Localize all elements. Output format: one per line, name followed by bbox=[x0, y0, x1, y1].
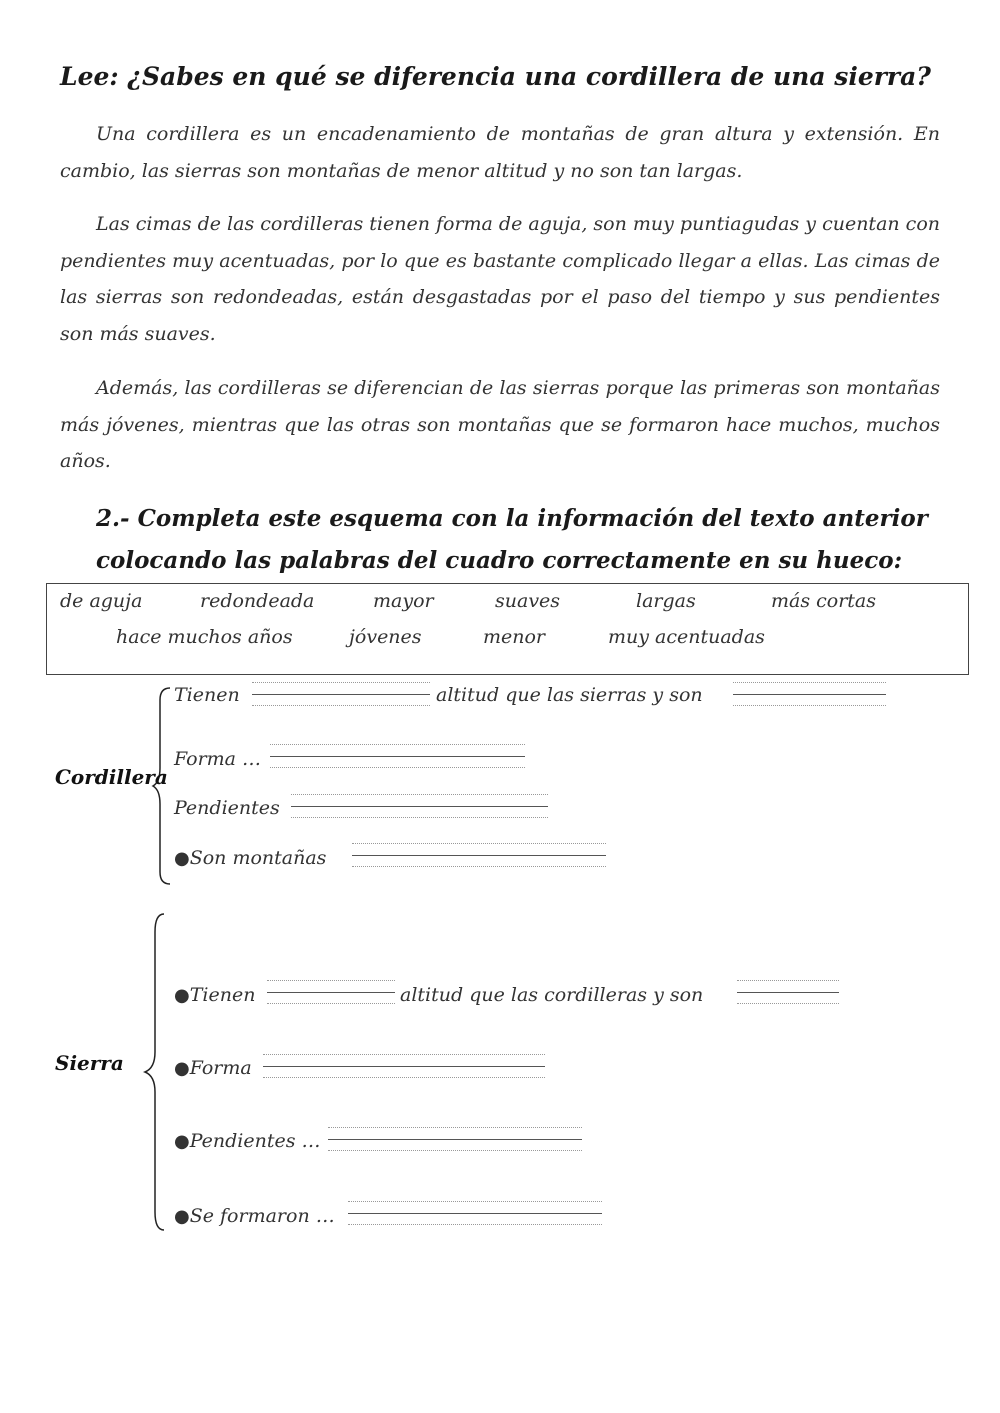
sierra-forma-blank[interactable] bbox=[263, 1054, 545, 1078]
bullet-icon: ● bbox=[174, 1131, 190, 1152]
bullet-icon: ● bbox=[174, 985, 190, 1006]
sierra-tienen-blank[interactable] bbox=[267, 980, 395, 1004]
sierra-tienen-row bbox=[174, 984, 255, 1006]
word-suaves[interactable]: suaves bbox=[495, 590, 561, 612]
cordillera-son-montanas-row bbox=[174, 847, 326, 869]
cordillera-forma-blank[interactable] bbox=[270, 744, 525, 768]
word-menor[interactable]: menor bbox=[483, 626, 546, 648]
word-mayor[interactable]: mayor bbox=[373, 590, 434, 612]
exercise-instruction-line-1: 2.- Completa este esquema con la información del texto anterior bbox=[96, 505, 928, 532]
cordillera-son-blank[interactable] bbox=[733, 682, 886, 706]
cordillera-forma-label: Forma … bbox=[174, 748, 262, 770]
cordillera-son-montanas-blank[interactable] bbox=[352, 843, 606, 867]
cordillera-son-montanas-label: Son montañas bbox=[189, 847, 327, 869]
sierra-se-formaron-blank[interactable] bbox=[348, 1201, 602, 1225]
sierra-forma-row bbox=[174, 1057, 252, 1079]
cordillera-tienen-label: Tienen bbox=[174, 684, 240, 706]
word-hace-muchos-anos[interactable]: hace muchos años bbox=[116, 626, 293, 648]
word-jovenes[interactable]: jóvenes bbox=[349, 626, 422, 648]
paragraph-2: Las cimas de las cordilleras tienen forma de aguja, son muy puntiagudas y cuentan con pendientes muy acentuadas, por lo que es bastante complicado llegar a ellas. Las cimas de las sierras son redondeadas, están desgastadas por el paso del tiempo y sus pendientes son más suaves. bbox=[60, 213, 940, 345]
cordillera-pendientes-blank[interactable] bbox=[291, 794, 548, 818]
sierra-son-blank[interactable] bbox=[737, 980, 839, 1004]
sierra-brace bbox=[140, 912, 172, 1232]
sierra-pendientes-label: Pendientes … bbox=[189, 1130, 321, 1152]
cordillera-heading: Cordillera bbox=[55, 765, 168, 789]
paragraph-1: Una cordillera es un encadenamiento de montañas de gran altura y extensión. En cambio, las sierras son montañas de menor altitud y no son tan largas. bbox=[60, 123, 940, 182]
paragraph-3: Además, las cordilleras se diferencian de las sierras porque las primeras son montañas más jóvenes, mientras que las otras son montañas que se formaron hace muchos, muchos años. bbox=[60, 377, 940, 472]
sierra-se-formaron-row bbox=[174, 1205, 335, 1227]
cordillera-altitud-label: altitud que las sierras y son bbox=[436, 684, 703, 706]
sierra-tienen-label: Tienen bbox=[189, 984, 256, 1006]
word-redondeada[interactable]: redondeada bbox=[200, 590, 315, 612]
sierra-pendientes-blank[interactable] bbox=[328, 1127, 582, 1151]
page-title: Lee: ¿Sabes en qué se diferencia una cordillera de una sierra? bbox=[60, 62, 931, 91]
cordillera-pendientes-label: Pendientes bbox=[174, 797, 280, 819]
word-mas-cortas[interactable]: más cortas bbox=[771, 590, 877, 612]
bullet-icon: ● bbox=[174, 848, 190, 869]
sierra-pendientes-row bbox=[174, 1130, 321, 1152]
bullet-icon: ● bbox=[174, 1058, 190, 1079]
sierra-altitud-label: altitud que las cordilleras y son bbox=[400, 984, 704, 1006]
sierra-forma-label: Forma bbox=[189, 1057, 252, 1079]
word-de-aguja[interactable]: de aguja bbox=[60, 590, 143, 612]
cordillera-tienen-blank[interactable] bbox=[252, 682, 430, 706]
exercise-instruction-line-2: colocando las palabras del cuadro correctamente en su hueco: bbox=[96, 547, 903, 574]
word-muy-acentuadas[interactable]: muy acentuadas bbox=[608, 626, 765, 648]
bullet-icon: ● bbox=[174, 1206, 190, 1227]
sierra-se-formaron-label: Se formaron … bbox=[189, 1205, 335, 1227]
word-largas[interactable]: largas bbox=[636, 590, 696, 612]
sierra-heading: Sierra bbox=[55, 1051, 124, 1075]
